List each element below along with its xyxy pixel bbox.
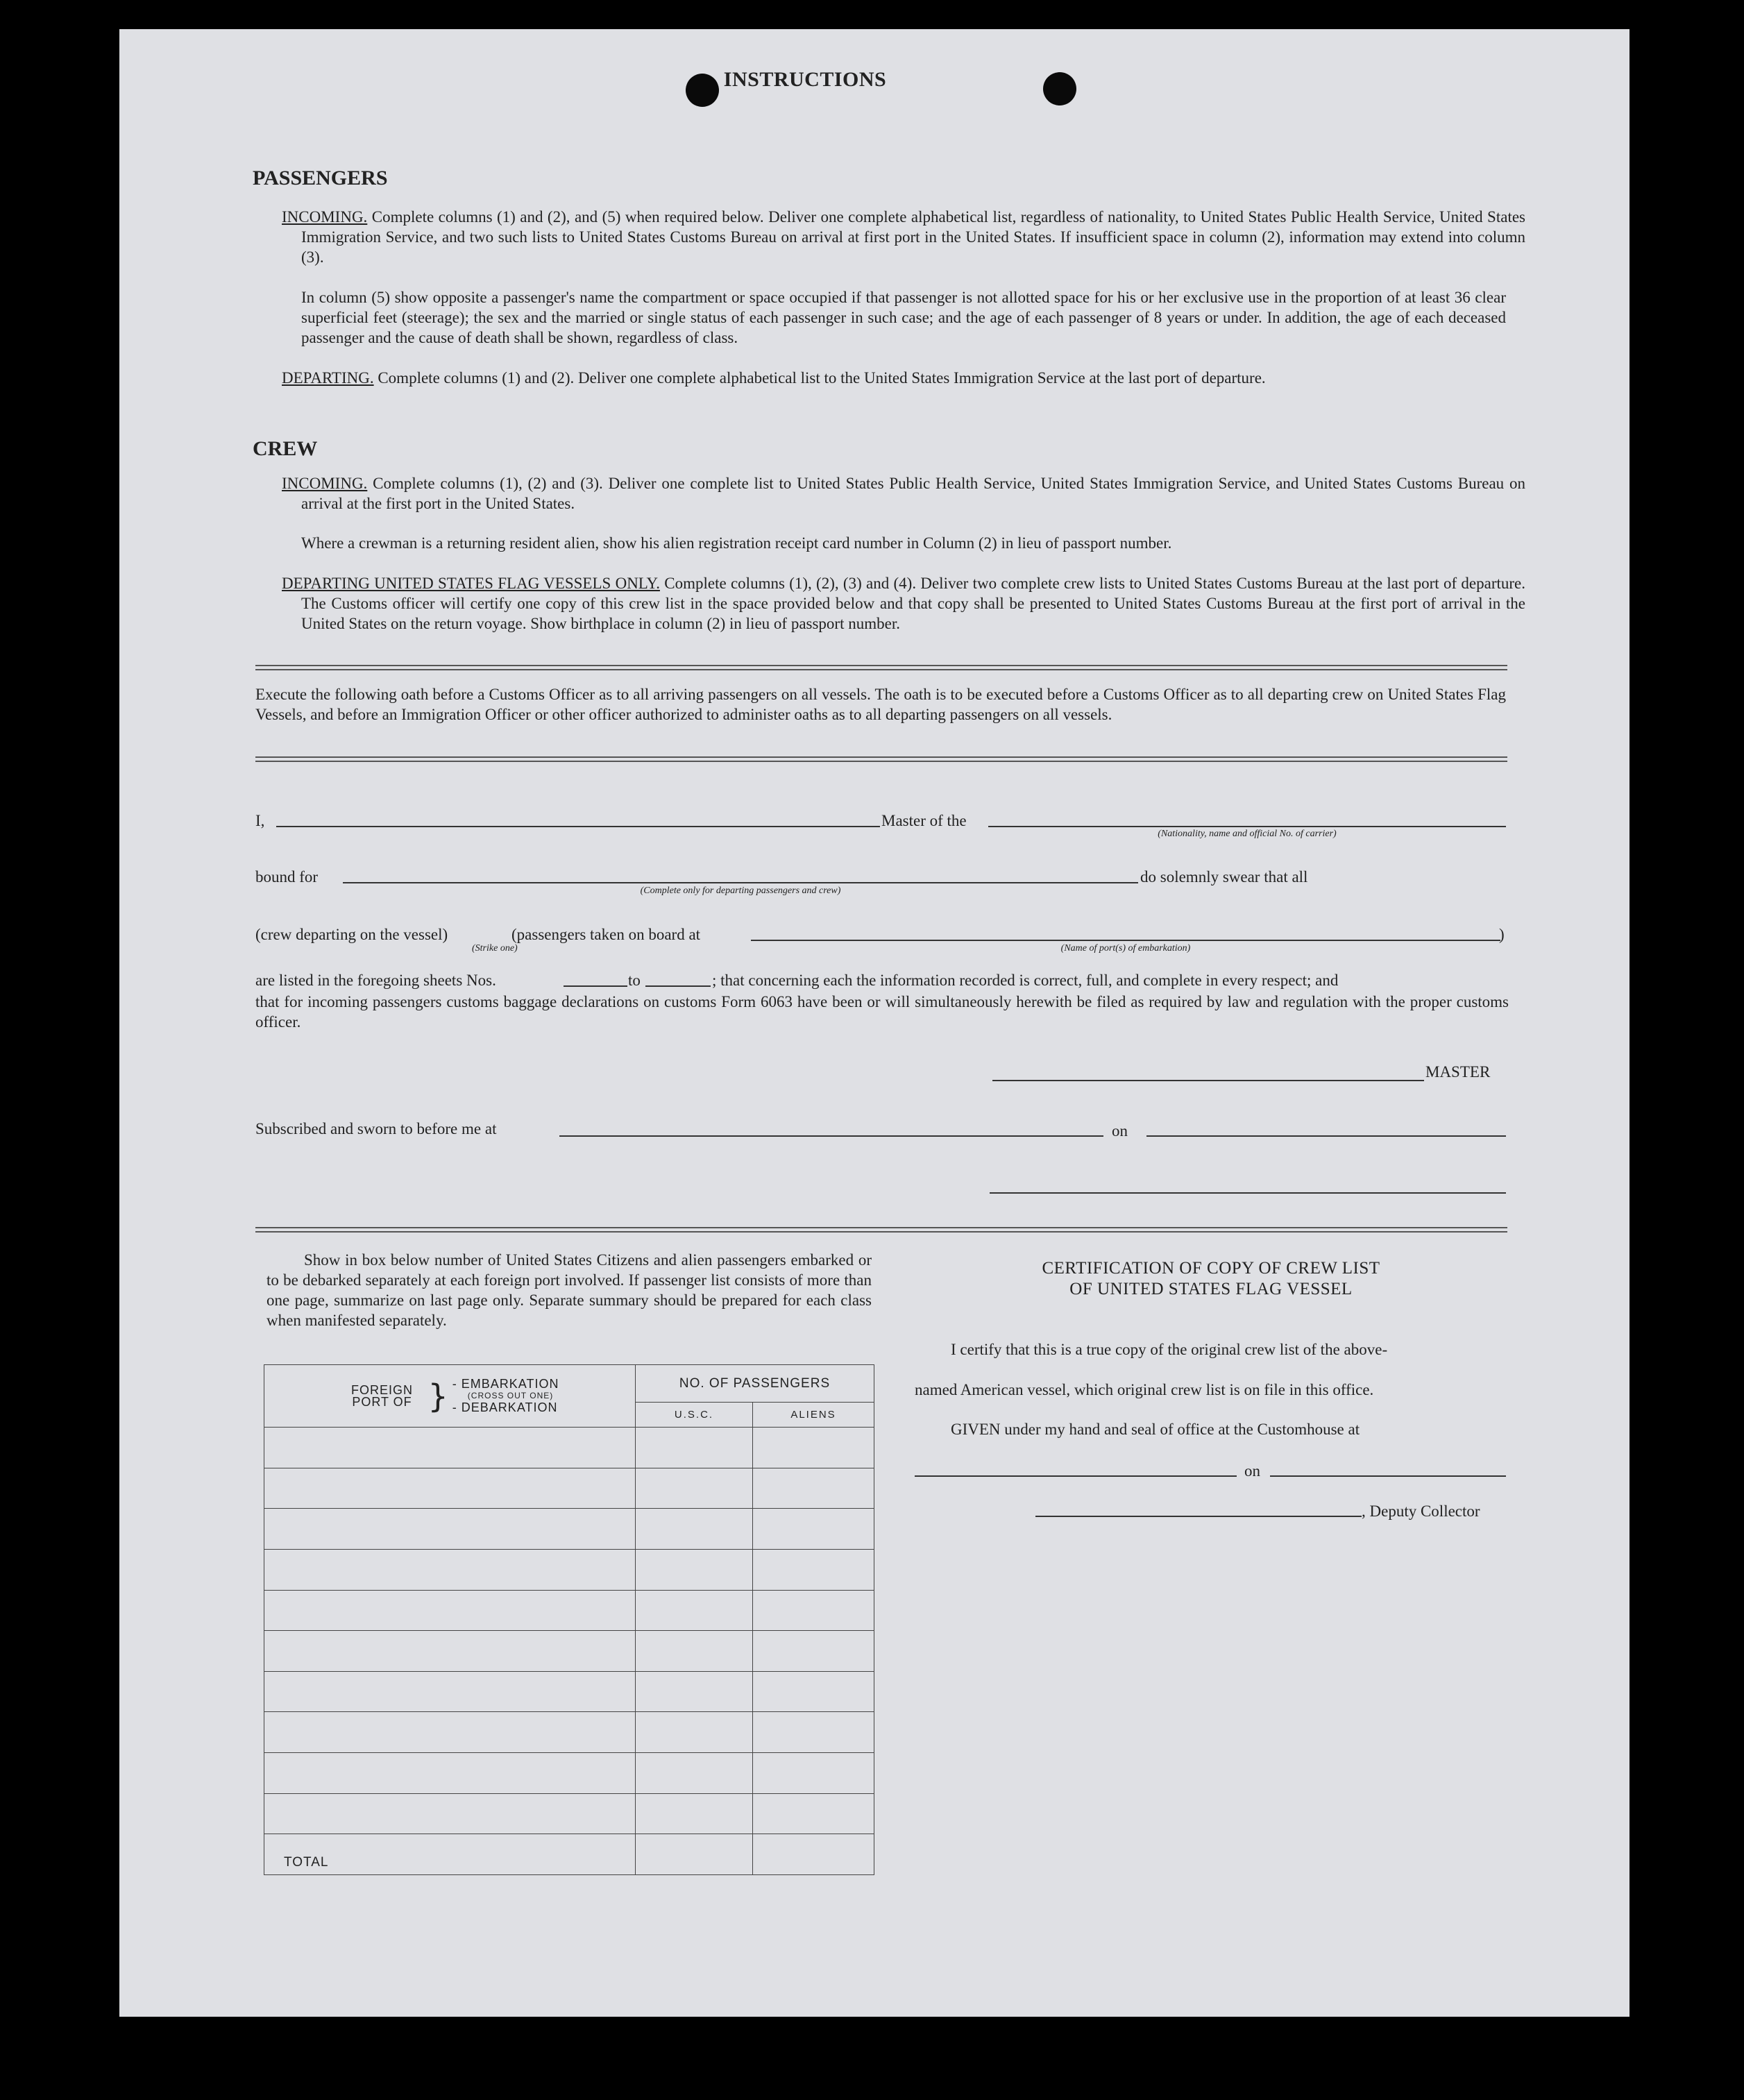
passengers-departing-paragraph — [282, 368, 1525, 388]
swear-label: do solemnly swear that all — [1140, 868, 1308, 886]
officer-signature-field[interactable] — [990, 1192, 1506, 1194]
table-row — [264, 1793, 874, 1834]
passengers-departing-text: Complete columns (1) and (2). Deliver one complete alphabetical list to the United States Immigration Service at the last port of departure. — [378, 369, 1266, 387]
subscribed-label: Subscribed and sworn to before me at — [255, 1120, 497, 1137]
table-row — [264, 1631, 874, 1672]
port-cell[interactable] — [264, 1712, 636, 1753]
port-cell[interactable] — [264, 1549, 636, 1590]
aliens-cell[interactable] — [753, 1793, 874, 1834]
table-row — [264, 1712, 874, 1753]
port-cell[interactable] — [264, 1590, 636, 1631]
passengers-incoming-paragraph — [282, 207, 1525, 267]
certification-on-label: on — [1244, 1462, 1260, 1480]
table-row — [264, 1549, 874, 1590]
embarkation-label: - EMBARKATION — [452, 1377, 559, 1391]
usc-total-cell[interactable] — [636, 1834, 753, 1875]
table-row — [264, 1753, 874, 1794]
crew-departing-paragraph — [282, 573, 1525, 634]
usc-cell[interactable] — [636, 1509, 753, 1550]
ports-embarkation-field[interactable] — [751, 940, 1500, 941]
listed-rest: that for incoming passengers customs baggage declarations on customs Form 6063 have been or will simultaneously herewith be filed as required by law and regulation with the proper customs officer. — [255, 993, 1509, 1031]
table-row — [264, 1509, 874, 1550]
passengers-column5-paragraph: In column (5) show opposite a passenger's name the compartment or space occupied if that passenger is not allotted space for his or her exclusive use in the proportion of at least 36 clear superficial feet (steerage); the sex and the married or single status of each passenger in such case; and the age of each passenger of 8 years or under. In addition, the age of each deceased passenger and the cause of death shall be shown, regardless of class. — [301, 289, 1506, 346]
oath-i-label: I, — [255, 812, 265, 829]
sworn-date-field[interactable] — [1146, 1135, 1506, 1137]
port-cell[interactable] — [264, 1671, 636, 1712]
bound-for-caption: (Complete only for departing passengers and crew) — [640, 886, 841, 896]
bound-for-label: bound for — [255, 868, 319, 886]
aliens-cell[interactable] — [753, 1753, 874, 1794]
table-row — [264, 1468, 874, 1509]
crew-departing-label: DEPARTING UNITED STATES FLAG VESSELS ONLY. — [282, 575, 660, 592]
master-of-label: Master of the — [881, 812, 967, 829]
crew-incoming-label: INCOMING. — [282, 475, 368, 492]
port-cell[interactable] — [264, 1509, 636, 1550]
summary-instructions: Show in box below number of United States Citizens and alien passengers embarked or to be debarked separately at each foreign port involved. If passenger list consists of more than one page, summarize on last page only. Separate summary should be prepared for each class when manifested separately. — [266, 1251, 872, 1329]
oath-instructions: Execute the following oath before a Customs Officer as to all arriving passengers on all vessels. The oath is to be executed before a Customs Officer as to all departing crew on United States Flag Vessels, and before an Immigration Officer or other officer authorized to administer oaths as to all departing passengers on all vessels. — [255, 686, 1506, 723]
crew-departing-option[interactable]: (crew departing on the vessel) — [255, 926, 448, 943]
usc-cell[interactable] — [636, 1428, 753, 1468]
aliens-cell[interactable] — [753, 1428, 874, 1468]
divider-rule — [255, 665, 1507, 670]
master-signature-field[interactable] — [992, 1080, 1424, 1081]
total-label: TOTAL — [264, 1834, 636, 1875]
close-paren: ) — [1499, 926, 1505, 943]
aliens-cell[interactable] — [753, 1549, 874, 1590]
usc-cell[interactable] — [636, 1712, 753, 1753]
port-cell[interactable] — [264, 1428, 636, 1468]
certification-title-line2: OF UNITED STATES FLAG VESSEL — [1069, 1280, 1353, 1298]
master-name-field[interactable] — [276, 826, 880, 827]
master-label: MASTER — [1425, 1063, 1491, 1081]
listed-part1: are listed in the foregoing sheets Nos. — [255, 972, 496, 989]
usc-cell[interactable] — [636, 1793, 753, 1834]
aliens-cell[interactable] — [753, 1631, 874, 1672]
port-cell[interactable] — [264, 1631, 636, 1672]
sheet-from-field[interactable] — [564, 985, 627, 987]
usc-cell[interactable] — [636, 1590, 753, 1631]
passengers-taken-option[interactable]: (passengers taken on board at — [511, 926, 701, 943]
usc-header: U.S.C. — [636, 1403, 753, 1428]
passengers-departing-label: DEPARTING. — [282, 369, 374, 387]
crew-departing-text: Complete columns (1), (2), (3) and (4). Deliver two complete crew lists to United States Customs Bureau at the last port of departure. The Customs officer will certify one copy of this crew list in the space provided below and that copy shall be presented to United States Customs Bureau at the first port of arrival in the United States on the return voyage. Show birthplace in column (2) in lieu of passport number. — [301, 575, 1526, 632]
divider-rule — [255, 756, 1507, 762]
aliens-cell[interactable] — [753, 1590, 874, 1631]
crew-incoming-text: Complete columns (1), (2) and (3). Deliver one complete list to United States Public Health Service, United States Immigration Service, and United States Customs Bureau on arrival at the first port in the United States. — [301, 475, 1525, 512]
port-header — [264, 1365, 636, 1428]
given-text: GIVEN under my hand and seal of office at the Customhouse at — [951, 1421, 1360, 1438]
aliens-cell[interactable] — [753, 1468, 874, 1509]
nationality-caption: (Nationality, name and official No. of carrier) — [1158, 829, 1337, 839]
debarkation-label: - DEBARKATION — [452, 1400, 558, 1415]
usc-cell[interactable] — [636, 1753, 753, 1794]
port-cell[interactable] — [264, 1468, 636, 1509]
passengers-heading: PASSENGERS — [253, 167, 388, 189]
table-row — [264, 1671, 874, 1712]
bound-for-field[interactable] — [343, 882, 1138, 883]
punch-hole-right — [1043, 72, 1076, 105]
usc-cell[interactable] — [636, 1468, 753, 1509]
foreign-port-label: FOREIGN PORT OF — [351, 1382, 414, 1409]
table-row — [264, 1590, 874, 1631]
listed-part2: ; that concerning each the information recorded is correct, full, and complete in every respect; and — [712, 972, 1339, 989]
aliens-cell[interactable] — [753, 1671, 874, 1712]
ports-caption: (Name of port(s) of embarkation) — [1060, 943, 1191, 954]
deputy-collector-signature-field[interactable] — [1035, 1516, 1362, 1517]
usc-cell[interactable] — [636, 1671, 753, 1712]
sworn-on-label: on — [1112, 1122, 1128, 1140]
table-row — [264, 1428, 874, 1468]
brace-icon: } — [427, 1377, 448, 1415]
aliens-cell[interactable] — [753, 1509, 874, 1550]
page-title: INSTRUCTIONS — [723, 68, 887, 91]
usc-cell[interactable] — [636, 1549, 753, 1590]
aliens-cell[interactable] — [753, 1712, 874, 1753]
divider-rule — [255, 1227, 1507, 1233]
crew-heading: CREW — [253, 437, 318, 460]
usc-cell[interactable] — [636, 1631, 753, 1672]
customhouse-field[interactable] — [915, 1475, 1237, 1477]
listed-to: to — [628, 972, 641, 989]
certification-title-line1: CERTIFICATION OF COPY OF CREW LIST — [1042, 1259, 1380, 1278]
sheet-to-field[interactable] — [645, 985, 711, 987]
passengers-count-header: NO. OF PASSENGERS — [636, 1365, 874, 1403]
aliens-header: ALIENS — [753, 1403, 874, 1428]
carrier-field[interactable] — [988, 826, 1506, 827]
crew-incoming-paragraph — [282, 473, 1525, 514]
certify-line2: named American vessel, which original crew list is on file in this office. — [915, 1381, 1374, 1398]
passenger-summary-table — [264, 1364, 874, 1875]
passengers-incoming-label: INCOMING. — [282, 208, 368, 226]
port-cell[interactable] — [264, 1793, 636, 1834]
cross-out-label: (CROSS OUT ONE) — [467, 1391, 554, 1401]
crew-resident-paragraph: Where a crewman is a returning resident alien, show his alien registration receipt card number in Column (2) in lieu of passport number. — [301, 534, 1172, 552]
passengers-incoming-text: Complete columns (1) and (2), and (5) when required below. Deliver one complete alphabetical list, regardless of nationality, to United States Public Health Service, United States Immigration Service, and two such lists to United States Customs Bureau on arrival at first port in the United States. If insufficient space in column (2), information may extend into column (3). — [301, 208, 1526, 266]
strike-caption: (Strike one) — [472, 943, 518, 954]
deputy-collector-label: , Deputy Collector — [1362, 1502, 1480, 1520]
certification-date-field[interactable] — [1270, 1475, 1506, 1477]
aliens-total-cell[interactable] — [753, 1834, 874, 1875]
certify-line1: I certify that this is a true copy of the original crew list of the above- — [951, 1341, 1388, 1358]
sworn-place-field[interactable] — [559, 1135, 1103, 1137]
total-row — [264, 1834, 874, 1875]
port-cell[interactable] — [264, 1753, 636, 1794]
